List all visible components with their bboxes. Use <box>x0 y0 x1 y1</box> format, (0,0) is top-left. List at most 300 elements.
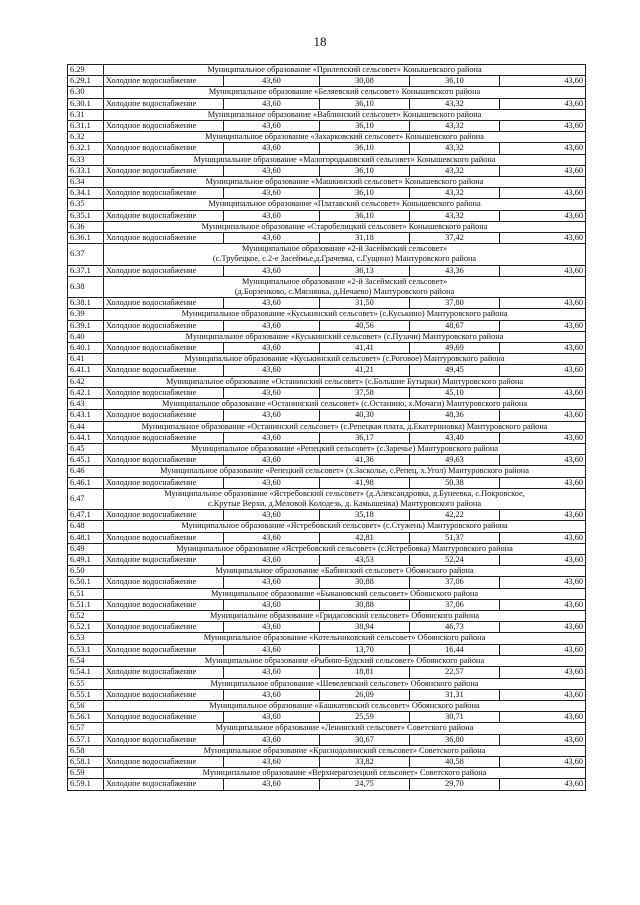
tariff-value-4: 43,60 <box>500 143 586 154</box>
municipality-header-row <box>68 87 586 98</box>
row-number: 6.45 <box>68 443 104 454</box>
tariff-value-2: 42,81 <box>320 532 410 543</box>
tariff-value-3: 43,40 <box>410 432 500 443</box>
municipality-title: Муниципальное образование «Куськинский сельсовет» (с.Пузачи) Мантуровского района <box>104 331 586 342</box>
tariff-row <box>68 779 586 790</box>
service-label: Холодное водоснабжение <box>104 757 224 768</box>
tariff-value-2: 24,75 <box>320 779 410 790</box>
tariff-value-1: 43,60 <box>224 121 320 132</box>
tariff-value-2: 41,36 <box>320 455 410 466</box>
row-number: 6.37 <box>68 244 104 265</box>
tariff-value-2: 25,59 <box>320 712 410 723</box>
tariff-value-4: 43,60 <box>500 599 586 610</box>
service-label: Холодное водоснабжение <box>104 577 224 588</box>
tariff-value-2: 41,41 <box>320 343 410 354</box>
municipality-title: Муниципальное образование «Ленинский сельсовет» Советского района <box>104 723 586 734</box>
row-number: 6.56.1 <box>68 712 104 723</box>
tariff-value-2: 37,58 <box>320 387 410 398</box>
service-label: Холодное водоснабжение <box>104 644 224 655</box>
tariff-value-1: 43,60 <box>224 779 320 790</box>
tariff-value-3: 22,57 <box>410 667 500 678</box>
tariff-value-4: 43,60 <box>500 734 586 745</box>
municipality-header-row <box>68 109 586 120</box>
municipality-title <box>104 488 586 509</box>
service-label: Холодное водоснабжение <box>104 165 224 176</box>
tariff-value-4: 43,60 <box>500 689 586 700</box>
tariff-value-3: 29,70 <box>410 779 500 790</box>
municipality-title: Муниципальное образование «Захарковский сельсовет» Конышевского района <box>104 132 586 143</box>
municipality-title: Муниципальное образование «Ваблинский сельсовет» Конышевского района <box>104 109 586 120</box>
tariff-value-1: 43,60 <box>224 554 320 565</box>
row-number: 6.56 <box>68 700 104 711</box>
tariff-value-3: 40,58 <box>410 757 500 768</box>
row-number: 6.53.1 <box>68 644 104 655</box>
municipality-title: Муниципальное образование «Башкатовский сельсовет» Обоянского района <box>104 700 586 711</box>
municipality-header-row <box>68 466 586 477</box>
tariff-value-3: 43,32 <box>410 165 500 176</box>
tariff-table <box>67 64 586 791</box>
tariff-row <box>68 320 586 331</box>
tariff-value-4: 43,60 <box>500 265 586 276</box>
tariff-value-4: 43,60 <box>500 577 586 588</box>
tariff-value-1: 43,60 <box>224 365 320 376</box>
row-number: 6.46 <box>68 466 104 477</box>
row-number: 6.31 <box>68 109 104 120</box>
tariff-value-2: 38,94 <box>320 622 410 633</box>
municipality-header-row <box>68 221 586 232</box>
tariff-value-4: 43,60 <box>500 210 586 221</box>
tariff-value-1: 43,60 <box>224 532 320 543</box>
municipality-title: Муниципальное образование «Бабинский сельсовет» Обоянского района <box>104 566 586 577</box>
municipality-header-row <box>68 656 586 667</box>
tariff-value-2: 31,50 <box>320 298 410 309</box>
tariff-row <box>68 510 586 521</box>
service-label: Холодное водоснабжение <box>104 265 224 276</box>
service-label: Холодное водоснабжение <box>104 98 224 109</box>
row-number: 6.55.1 <box>68 689 104 700</box>
tariff-value-1: 43,60 <box>224 98 320 109</box>
tariff-value-3: 30,71 <box>410 712 500 723</box>
tariff-value-3: 48,36 <box>410 410 500 421</box>
tariff-row <box>68 76 586 87</box>
row-number: 6.41 <box>68 354 104 365</box>
row-number: 6.45.1 <box>68 455 104 466</box>
tariff-value-4: 43,60 <box>500 667 586 678</box>
tariff-row <box>68 455 586 466</box>
row-number: 6.42 <box>68 376 104 387</box>
tariff-value-2: 36,10 <box>320 210 410 221</box>
municipality-title-line-2: (с.Трубецкое, с.2-е Засеймье,д.Грачевка, с.Гущино) Мантуровского района <box>212 254 477 264</box>
municipality-title: Муниципальное образование «Рыбино-Будский сельсовет» Обоянского района <box>104 656 586 667</box>
municipality-title: Муниципальное образование «Старобелицкий сельсовет» Конышевского района <box>104 221 586 232</box>
tariff-row <box>68 210 586 221</box>
tariff-row <box>68 532 586 543</box>
tariff-value-1: 43,60 <box>224 477 320 488</box>
tariff-value-3: 42,22 <box>410 510 500 521</box>
municipality-title: Муниципальное образование «Платавский сельсовет» Конышевского района <box>104 199 586 210</box>
municipality-header-row <box>68 700 586 711</box>
row-number: 6.58.1 <box>68 757 104 768</box>
municipality-header-row <box>68 768 586 779</box>
tariff-row <box>68 410 586 421</box>
tariff-value-1: 43,60 <box>224 577 320 588</box>
service-label: Холодное водоснабжение <box>104 455 224 466</box>
tariff-value-1: 43,60 <box>224 210 320 221</box>
tariff-value-3: 43,32 <box>410 121 500 132</box>
row-number: 6.36.1 <box>68 233 104 244</box>
municipality-header-row <box>68 331 586 342</box>
tariff-value-4: 43,60 <box>500 554 586 565</box>
service-label: Холодное водоснабжение <box>104 510 224 521</box>
tariff-row <box>68 432 586 443</box>
row-number: 6.33 <box>68 154 104 165</box>
tariff-value-3: 49,69 <box>410 343 500 354</box>
municipality-header-row <box>68 723 586 734</box>
tariff-row <box>68 599 586 610</box>
tariff-value-3: 46,73 <box>410 622 500 633</box>
row-number: 6.30.1 <box>68 98 104 109</box>
tariff-row <box>68 622 586 633</box>
municipality-title <box>104 244 586 265</box>
row-number: 6.51 <box>68 588 104 599</box>
tariff-value-1: 43,60 <box>224 432 320 443</box>
tariff-value-3: 37,42 <box>410 233 500 244</box>
row-number: 6.32.1 <box>68 143 104 154</box>
tariff-value-4: 43,60 <box>500 712 586 723</box>
service-label: Холодное водоснабжение <box>104 343 224 354</box>
municipality-header-row <box>68 633 586 644</box>
row-number: 6.34 <box>68 177 104 188</box>
municipality-title-line-1: Муниципальное образование «2-й Засеймский сельсовет» <box>241 244 448 254</box>
tariff-value-3: 43,32 <box>410 143 500 154</box>
municipality-header-row <box>68 610 586 621</box>
municipality-title: Муниципальное образование «Верхнерагозецкий сельсовет» Советского района <box>104 768 586 779</box>
tariff-value-1: 43,60 <box>224 712 320 723</box>
tariff-value-2: 40,56 <box>320 320 410 331</box>
tariff-value-1: 43,60 <box>224 410 320 421</box>
tariff-value-1: 43,60 <box>224 265 320 276</box>
tariff-value-3: 37,80 <box>410 298 500 309</box>
tariff-value-2: 36,10 <box>320 143 410 154</box>
tariff-row <box>68 554 586 565</box>
tariff-value-3: 49,45 <box>410 365 500 376</box>
tariff-value-4: 43,60 <box>500 76 586 87</box>
tariff-value-2: 36,13 <box>320 265 410 276</box>
municipality-header-row <box>68 588 586 599</box>
tariff-value-4: 43,60 <box>500 233 586 244</box>
tariff-value-1: 43,60 <box>224 455 320 466</box>
tariff-value-4: 43,60 <box>500 98 586 109</box>
service-label: Холодное водоснабжение <box>104 210 224 221</box>
row-number: 6.40 <box>68 331 104 342</box>
tariff-value-1: 43,60 <box>224 143 320 154</box>
tariff-value-4: 43,60 <box>500 121 586 132</box>
service-label: Холодное водоснабжение <box>104 689 224 700</box>
row-number: 6.47.1 <box>68 510 104 521</box>
municipality-title: Муниципальное образование «Краснодолинский сельсовет» Советского района <box>104 745 586 756</box>
municipality-title: Муниципальное образование «Котельниковский сельсовет» Обоянского района <box>104 633 586 644</box>
tariff-value-2: 35,18 <box>320 510 410 521</box>
tariff-value-4: 43,60 <box>500 298 586 309</box>
tariff-value-4: 43,60 <box>500 532 586 543</box>
service-label: Холодное водоснабжение <box>104 532 224 543</box>
municipality-header-row <box>68 678 586 689</box>
row-number: 6.30 <box>68 87 104 98</box>
row-number: 6.29 <box>68 65 104 76</box>
municipality-title: Муниципальное образование «Беляевский сельсовет» Конышевского района <box>104 87 586 98</box>
service-label: Холодное водоснабжение <box>104 599 224 610</box>
tariff-row <box>68 712 586 723</box>
tariff-value-4: 43,60 <box>500 477 586 488</box>
row-number: 6.35.1 <box>68 210 104 221</box>
tariff-value-4: 43,60 <box>500 188 586 199</box>
row-number: 6.39 <box>68 309 104 320</box>
tariff-value-3: 36,10 <box>410 76 500 87</box>
municipality-header-row <box>68 745 586 756</box>
tariff-value-3: 43,32 <box>410 210 500 221</box>
row-number: 6.34.1 <box>68 188 104 199</box>
row-number: 6.44 <box>68 421 104 432</box>
tariff-value-4: 43,60 <box>500 644 586 655</box>
row-number: 6.37.1 <box>68 265 104 276</box>
tariff-value-2: 13,70 <box>320 644 410 655</box>
row-number: 6.35 <box>68 199 104 210</box>
service-label: Холодное водоснабжение <box>104 622 224 633</box>
tariff-value-4: 43,60 <box>500 455 586 466</box>
municipality-title: Муниципальное образование «Ястребовский сельсовет» (с.Стужень) Мантуровского района <box>104 521 586 532</box>
row-number: 6.55 <box>68 678 104 689</box>
municipality-title: Муниципальное образование «Останинский сельсовет» (с.Репецкая плата, д.Екатериновка) Мантуровского района <box>104 421 586 432</box>
municipality-title: Муниципальное образование «Ястребовский сельсовет» (с.Ястребовка) Мантуровского района <box>104 543 586 554</box>
row-number: 6.40.1 <box>68 343 104 354</box>
row-number: 6.53 <box>68 633 104 644</box>
row-number: 6.57 <box>68 723 104 734</box>
municipality-header-row <box>68 543 586 554</box>
municipality-title: Муниципальное образование «Прилепский сельсовет» Конышевского района <box>104 65 586 76</box>
municipality-header-row <box>68 309 586 320</box>
tariff-row <box>68 343 586 354</box>
tariff-row <box>68 188 586 199</box>
tariff-value-3: 37,06 <box>410 599 500 610</box>
row-number: 6.48 <box>68 521 104 532</box>
tariff-value-2: 30,08 <box>320 76 410 87</box>
tariff-row <box>68 365 586 376</box>
tariff-row <box>68 387 586 398</box>
tariff-value-2: 41,21 <box>320 365 410 376</box>
municipality-header-row <box>68 154 586 165</box>
tariff-value-3: 50,38 <box>410 477 500 488</box>
service-label: Холодное водоснабжение <box>104 320 224 331</box>
page-number: 18 <box>313 34 327 49</box>
row-number: 6.31.1 <box>68 121 104 132</box>
tariff-value-3: 51,37 <box>410 532 500 543</box>
municipality-header-row <box>68 65 586 76</box>
row-number: 6.39.1 <box>68 320 104 331</box>
service-label: Холодное водоснабжение <box>104 554 224 565</box>
tariff-value-4: 43,60 <box>500 343 586 354</box>
tariff-value-2: 18,81 <box>320 667 410 678</box>
row-number: 6.29.1 <box>68 76 104 87</box>
tariff-value-3: 31,31 <box>410 689 500 700</box>
row-number: 6.47 <box>68 488 104 509</box>
row-number: 6.54.1 <box>68 667 104 678</box>
service-label: Холодное водоснабжение <box>104 121 224 132</box>
tariff-row <box>68 265 586 276</box>
tariff-value-1: 43,60 <box>224 599 320 610</box>
tariff-value-2: 41,98 <box>320 477 410 488</box>
row-number: 6.33.1 <box>68 165 104 176</box>
municipality-title: Муниципальное образование «Гридасовский сельсовет» Обоянского района <box>104 610 586 621</box>
service-label: Холодное водоснабжение <box>104 734 224 745</box>
tariff-value-2: 26,09 <box>320 689 410 700</box>
tariff-value-2: 36,10 <box>320 121 410 132</box>
tariff-value-2: 36,10 <box>320 98 410 109</box>
row-number: 6.57.1 <box>68 734 104 745</box>
tariff-value-1: 43,60 <box>224 188 320 199</box>
municipality-title: Муниципальное образование «Шевелевский сельсовет» Обоянского района <box>104 678 586 689</box>
tariff-row <box>68 165 586 176</box>
tariff-value-4: 43,60 <box>500 365 586 376</box>
row-number: 6.52.1 <box>68 622 104 633</box>
service-label: Холодное водоснабжение <box>104 76 224 87</box>
tariff-value-4: 43,60 <box>500 432 586 443</box>
tariff-value-1: 43,60 <box>224 757 320 768</box>
tariff-value-3: 43,32 <box>410 98 500 109</box>
municipality-title: Муниципальное образование «Быкановский сельсовет» Обоянского района <box>104 588 586 599</box>
tariff-value-3: 52,24 <box>410 554 500 565</box>
row-number: 6.59.1 <box>68 779 104 790</box>
tariff-value-4: 43,60 <box>500 779 586 790</box>
tariff-row <box>68 98 586 109</box>
tariff-value-2: 30,88 <box>320 599 410 610</box>
row-number: 6.32 <box>68 132 104 143</box>
tariff-value-3: 43,32 <box>410 188 500 199</box>
tariff-value-1: 43,60 <box>224 233 320 244</box>
tariff-value-4: 43,60 <box>500 320 586 331</box>
municipality-header-row <box>68 566 586 577</box>
tariff-value-1: 43,60 <box>224 734 320 745</box>
row-number: 6.49.1 <box>68 554 104 565</box>
service-label: Холодное водоснабжение <box>104 432 224 443</box>
tariff-value-3: 37,06 <box>410 577 500 588</box>
row-number: 6.41.1 <box>68 365 104 376</box>
service-label: Холодное водоснабжение <box>104 387 224 398</box>
tariff-value-4: 43,60 <box>500 165 586 176</box>
municipality-title: Муниципальное образование «Куськинский сельсовет» (с.Роговое) Мантуровского района <box>104 354 586 365</box>
row-number: 6.48.1 <box>68 532 104 543</box>
municipality-header-row <box>68 244 586 265</box>
service-label: Холодное водоснабжение <box>104 233 224 244</box>
tariff-row <box>68 143 586 154</box>
service-label: Холодное водоснабжение <box>104 410 224 421</box>
municipality-header-row <box>68 132 586 143</box>
tariff-row <box>68 644 586 655</box>
service-label: Холодное водоснабжение <box>104 365 224 376</box>
municipality-title: Муниципальное образование «Машкинский сельсовет» Конышевского района <box>104 177 586 188</box>
service-label: Холодное водоснабжение <box>104 298 224 309</box>
municipality-title-line-1: Муниципальное образование «Ястребовский сельсовет» (д.Александровка, д.Бунеевка, с.Покровское, <box>164 488 525 498</box>
row-number: 6.50 <box>68 566 104 577</box>
tariff-value-1: 43,60 <box>224 510 320 521</box>
tariff-row <box>68 477 586 488</box>
tariff-row <box>68 689 586 700</box>
tariff-row <box>68 734 586 745</box>
tariff-value-1: 43,60 <box>224 387 320 398</box>
tariff-value-1: 43,60 <box>224 622 320 633</box>
municipality-title-line-1: Муниципальное образование «2-й Засеймский сельсовет» <box>241 276 448 286</box>
tariff-row <box>68 233 586 244</box>
municipality-title: Муниципальное образование «Репецкий сельсовет» (х.Засколье, с.Репец, х.Угол) Мантуровского района <box>104 466 586 477</box>
municipality-title: Муниципальное образование «Репецкий сельсовет» (с.Заречье) Мантуровского района <box>104 443 586 454</box>
row-number: 6.58 <box>68 745 104 756</box>
tariff-value-1: 43,60 <box>224 298 320 309</box>
municipality-header-row <box>68 488 586 509</box>
service-label: Холодное водоснабжение <box>104 712 224 723</box>
tariff-value-2: 40,30 <box>320 410 410 421</box>
tariff-value-3: 48,67 <box>410 320 500 331</box>
service-label: Холодное водоснабжение <box>104 143 224 154</box>
row-number: 6.46.1 <box>68 477 104 488</box>
tariff-value-3: 49,63 <box>410 455 500 466</box>
row-number: 6.51.1 <box>68 599 104 610</box>
row-number: 6.43.1 <box>68 410 104 421</box>
tariff-value-1: 43,60 <box>224 320 320 331</box>
tariff-value-3: 16,44 <box>410 644 500 655</box>
municipality-header-row <box>68 276 586 297</box>
row-number: 6.54 <box>68 656 104 667</box>
municipality-title <box>104 276 586 297</box>
tariff-value-2: 30,67 <box>320 734 410 745</box>
municipality-header-row <box>68 421 586 432</box>
municipality-title: Муниципальное образование «Останинский сельсовет» (с.Останино, х.Мочаги) Мантуровского района <box>104 399 586 410</box>
tariff-value-4: 43,60 <box>500 510 586 521</box>
row-number: 6.36 <box>68 221 104 232</box>
municipality-title-line-2: с.Крутые Верхи, д.Меловой Колодезь, д. Камышенка) Мантуровского района <box>208 498 482 508</box>
municipality-header-row <box>68 521 586 532</box>
municipality-header-row <box>68 354 586 365</box>
row-number: 6.42.1 <box>68 387 104 398</box>
municipality-header-row <box>68 376 586 387</box>
tariff-value-2: 43,53 <box>320 554 410 565</box>
tariff-value-3: 43,36 <box>410 265 500 276</box>
tariff-row <box>68 757 586 768</box>
tariff-value-3: 36,80 <box>410 734 500 745</box>
tariff-value-2: 36,17 <box>320 432 410 443</box>
tariff-row <box>68 121 586 132</box>
tariff-value-1: 43,60 <box>224 76 320 87</box>
row-number: 6.52 <box>68 610 104 621</box>
row-number: 6.49 <box>68 543 104 554</box>
municipality-title: Муниципальное образование «Куськинский сельсовет» (с.Куськино) Мантуровского района <box>104 309 586 320</box>
row-number: 6.59 <box>68 768 104 779</box>
municipality-title-line-2: (д.Борзенково, с.Мяснянка, д.Нечаево) Мантуровского района <box>234 287 455 297</box>
municipality-header-row <box>68 199 586 210</box>
service-label: Холодное водоснабжение <box>104 779 224 790</box>
tariff-row <box>68 667 586 678</box>
row-number: 6.38 <box>68 276 104 297</box>
tariff-value-2: 33,82 <box>320 757 410 768</box>
tariff-value-3: 45,10 <box>410 387 500 398</box>
tariff-value-1: 43,60 <box>224 165 320 176</box>
tariff-value-2: 36,10 <box>320 165 410 176</box>
tariff-value-1: 43,60 <box>224 689 320 700</box>
tariff-row <box>68 298 586 309</box>
municipality-header-row <box>68 443 586 454</box>
service-label: Холодное водоснабжение <box>104 667 224 678</box>
tariff-value-2: 30,88 <box>320 577 410 588</box>
tariff-value-1: 43,60 <box>224 644 320 655</box>
tariff-row <box>68 577 586 588</box>
